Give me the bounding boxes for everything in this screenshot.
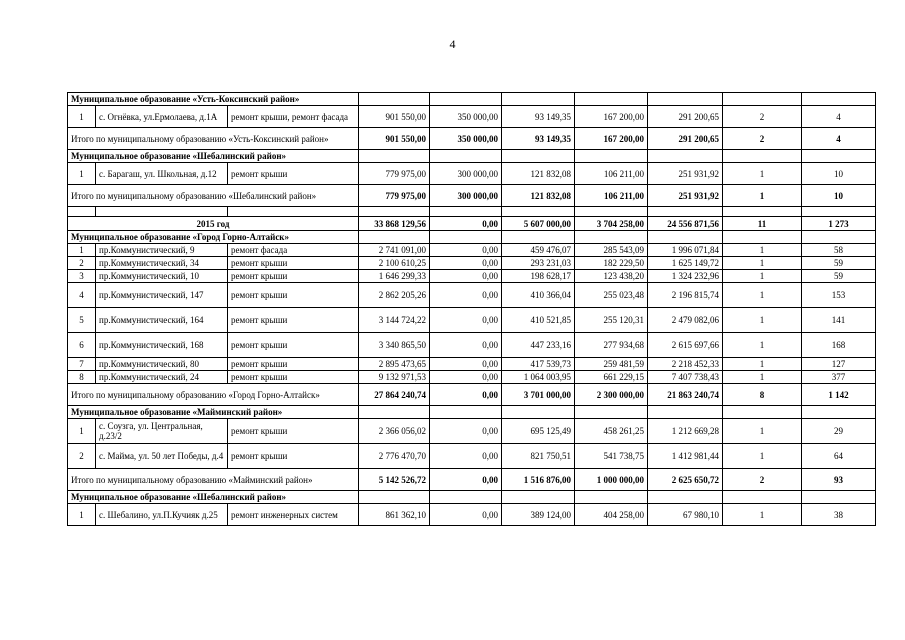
cell-v1: 5 142 526,72 [359, 469, 430, 491]
cell-index: 8 [68, 371, 96, 384]
section-header: Муниципальное образование «Шебалинский район» [68, 150, 359, 163]
cell-v5: 24 556 871,56 [648, 217, 723, 231]
table-row [68, 283, 876, 308]
year-label: 2015 год [68, 217, 359, 231]
cell-v6: 1 [723, 419, 802, 444]
cell-v3: 198 628,17 [502, 270, 575, 283]
cell-work-type: ремонт крыши [228, 371, 359, 384]
cell-v7: 38 [802, 504, 876, 526]
total-row [68, 185, 876, 207]
cell-v5: 2 479 082,06 [648, 308, 723, 333]
cell-v6: 1 [723, 358, 802, 371]
cell-index: 4 [68, 283, 96, 308]
cell-address: пр.Коммунистический, 147 [96, 283, 228, 308]
cell-v4: 255 023,48 [575, 283, 648, 308]
cell-v7: 10 [802, 163, 876, 185]
table-row [68, 444, 876, 469]
cell-v6: 11 [723, 217, 802, 231]
cell-v6: 1 [723, 244, 802, 257]
cell-v6: 1 [723, 185, 802, 207]
cell-v4: 123 438,20 [575, 270, 648, 283]
table-row [68, 504, 876, 526]
table-row [68, 308, 876, 333]
section-header: Муниципальное образование «Майминский район» [68, 406, 359, 419]
cell-v3: 410 521,85 [502, 308, 575, 333]
cell-address: с. Шебалино, ул.П.Кучияк д.25 [96, 504, 228, 526]
cell-v7: 59 [802, 257, 876, 270]
cell-v4: 285 543,09 [575, 244, 648, 257]
cell-v4: 1 000 000,00 [575, 469, 648, 491]
cell-v2: 0,00 [430, 358, 502, 371]
cell-v6: 1 [723, 270, 802, 283]
cell-v6: 8 [723, 384, 802, 406]
cell-work-type: ремонт крыши [228, 308, 359, 333]
cell-v5: 67 980,10 [648, 504, 723, 526]
cell-v5: 1 412 981,44 [648, 444, 723, 469]
cell-address: пр.Коммунистический, 168 [96, 333, 228, 358]
table-row [68, 163, 876, 185]
cell-v2: 0,00 [430, 257, 502, 270]
cell-v5: 2 625 650,72 [648, 469, 723, 491]
cell-v3: 1 516 876,00 [502, 469, 575, 491]
cell-address: пр.Коммунистический, 10 [96, 270, 228, 283]
cell-v6: 2 [723, 128, 802, 150]
cell-v5: 21 863 240,74 [648, 384, 723, 406]
cell-v7: 29 [802, 419, 876, 444]
table-row [68, 358, 876, 371]
cell-v2: 0,00 [430, 419, 502, 444]
cell-address: пр.Коммунистический, 24 [96, 371, 228, 384]
cell-index: 1 [68, 244, 96, 257]
cell-work-type: ремонт крыши [228, 163, 359, 185]
cell-v3: 410 366,04 [502, 283, 575, 308]
total-label: Итого по муниципальному образованию «Усть-Коксинский район» [68, 128, 359, 150]
table-row [68, 419, 876, 444]
cell-v6: 1 [723, 504, 802, 526]
cell-v1: 861 362,10 [359, 504, 430, 526]
total-label: Итого по муниципальному образованию «Город Горно-Алтайск» [68, 384, 359, 406]
cell-index: 1 [68, 504, 96, 526]
cell-v3: 389 124,00 [502, 504, 575, 526]
cell-work-type: ремонт крыши [228, 257, 359, 270]
total-row [68, 128, 876, 150]
cell-v2: 0,00 [430, 384, 502, 406]
cell-v5: 291 200,65 [648, 128, 723, 150]
cell-v2: 350 000,00 [430, 128, 502, 150]
total-row [68, 384, 876, 406]
cell-address: с. Майма, ул. 50 лет Победы, д.4 [96, 444, 228, 469]
cell-v1: 2 741 091,00 [359, 244, 430, 257]
cell-v7: 141 [802, 308, 876, 333]
cell-v7: 93 [802, 469, 876, 491]
cell-v7: 10 [802, 185, 876, 207]
cell-v3: 695 125,49 [502, 419, 575, 444]
cell-v3: 417 539,73 [502, 358, 575, 371]
cell-v6: 1 [723, 308, 802, 333]
cell-v7: 58 [802, 244, 876, 257]
cell-v1: 2 895 473,65 [359, 358, 430, 371]
cell-address: с. Огнёвка, ул.Ермолаева, д.1А [96, 106, 228, 128]
section-header-row [68, 231, 876, 244]
cell-v2: 0,00 [430, 244, 502, 257]
cell-v5: 251 931,92 [648, 163, 723, 185]
cell-v2: 0,00 [430, 444, 502, 469]
cell-v6: 1 [723, 333, 802, 358]
cell-v7: 64 [802, 444, 876, 469]
cell-index: 3 [68, 270, 96, 283]
cell-v2: 0,00 [430, 333, 502, 358]
cell-v3: 93 149,35 [502, 128, 575, 150]
cell-work-type: ремонт крыши [228, 333, 359, 358]
cell-address: с. Соузга, ул. Центральная, д.23/2 [96, 419, 228, 444]
cell-v1: 2 366 056,02 [359, 419, 430, 444]
cell-address: с. Барагаш, ул. Школьная, д.12 [96, 163, 228, 185]
cell-v1: 1 646 299,33 [359, 270, 430, 283]
cell-v7: 168 [802, 333, 876, 358]
cell-v7: 1 142 [802, 384, 876, 406]
cell-work-type: ремонт крыши [228, 270, 359, 283]
cell-address: пр.Коммунистический, 80 [96, 358, 228, 371]
cell-v2: 350 000,00 [430, 106, 502, 128]
cell-v4: 458 261,25 [575, 419, 648, 444]
section-header: Муниципальное образование «Город Горно-Алтайск» [68, 231, 359, 244]
cell-v3: 121 832,08 [502, 163, 575, 185]
cell-address: пр.Коммунистический, 164 [96, 308, 228, 333]
cell-v5: 7 407 738,43 [648, 371, 723, 384]
cell-index: 1 [68, 419, 96, 444]
cell-v4: 259 481,59 [575, 358, 648, 371]
cell-v4: 106 211,00 [575, 185, 648, 207]
cell-v2: 0,00 [430, 371, 502, 384]
cell-v4: 182 229,50 [575, 257, 648, 270]
cell-v2: 0,00 [430, 270, 502, 283]
cell-work-type: ремонт крыши [228, 444, 359, 469]
cell-v1: 901 550,00 [359, 128, 430, 150]
cell-v1: 3 144 724,22 [359, 308, 430, 333]
cell-v7: 153 [802, 283, 876, 308]
cell-index: 5 [68, 308, 96, 333]
cell-v5: 251 931,92 [648, 185, 723, 207]
cell-v2: 300 000,00 [430, 185, 502, 207]
cell-v1: 779 975,00 [359, 163, 430, 185]
cell-v2: 0,00 [430, 308, 502, 333]
cell-v4: 404 258,00 [575, 504, 648, 526]
cell-v2: 0,00 [430, 504, 502, 526]
cell-v5: 1 212 669,28 [648, 419, 723, 444]
table-row [68, 371, 876, 384]
cell-v1: 2 100 610,25 [359, 257, 430, 270]
cell-v3: 821 750,51 [502, 444, 575, 469]
cell-v3: 93 149,35 [502, 106, 575, 128]
cell-v1: 2 776 470,70 [359, 444, 430, 469]
cell-v3: 459 476,07 [502, 244, 575, 257]
table-row [68, 257, 876, 270]
cell-v7: 4 [802, 128, 876, 150]
year-summary-row [68, 217, 876, 231]
cell-v7: 59 [802, 270, 876, 283]
cell-work-type: ремонт инженерных систем [228, 504, 359, 526]
section-header-row [68, 406, 876, 419]
cell-v4: 661 229,15 [575, 371, 648, 384]
cell-v1: 901 550,00 [359, 106, 430, 128]
cell-index: 7 [68, 358, 96, 371]
cell-v2: 0,00 [430, 217, 502, 231]
cell-v3: 5 607 000,00 [502, 217, 575, 231]
cell-v2: 0,00 [430, 283, 502, 308]
cell-v7: 377 [802, 371, 876, 384]
total-row [68, 469, 876, 491]
cell-v3: 3 701 000,00 [502, 384, 575, 406]
cell-address: пр.Коммунистический, 34 [96, 257, 228, 270]
spacer-row [68, 207, 876, 217]
cell-v4: 255 120,31 [575, 308, 648, 333]
cell-v6: 1 [723, 371, 802, 384]
cell-work-type: ремонт крыши, ремонт фасада [228, 106, 359, 128]
section-header-row [68, 93, 876, 106]
cell-index: 2 [68, 257, 96, 270]
cell-v4: 167 200,00 [575, 106, 648, 128]
cell-v1: 9 132 971,53 [359, 371, 430, 384]
cell-v3: 447 233,16 [502, 333, 575, 358]
cell-v4: 167 200,00 [575, 128, 648, 150]
cell-v6: 1 [723, 283, 802, 308]
total-label: Итого по муниципальному образованию «Майминский район» [68, 469, 359, 491]
cell-v1: 779 975,00 [359, 185, 430, 207]
section-header: Муниципальное образование «Шебалинский район» [68, 491, 359, 504]
page-number: 4 [449, 37, 456, 51]
cell-v5: 1 625 149,72 [648, 257, 723, 270]
cell-work-type: ремонт крыши [228, 283, 359, 308]
cell-v4: 3 704 258,00 [575, 217, 648, 231]
cell-v5: 1 324 232,96 [648, 270, 723, 283]
cell-v1: 2 862 205,26 [359, 283, 430, 308]
cell-index: 6 [68, 333, 96, 358]
cell-v4: 277 934,68 [575, 333, 648, 358]
cell-v1: 33 868 129,56 [359, 217, 430, 231]
table-row [68, 333, 876, 358]
table-row [68, 270, 876, 283]
cell-v5: 2 615 697,66 [648, 333, 723, 358]
cell-v4: 541 738,75 [575, 444, 648, 469]
cell-v4: 106 211,00 [575, 163, 648, 185]
table-row [68, 244, 876, 257]
cell-v6: 1 [723, 163, 802, 185]
cell-v7: 4 [802, 106, 876, 128]
section-header-row [68, 491, 876, 504]
cell-v6: 2 [723, 469, 802, 491]
cell-v3: 1 064 003,95 [502, 371, 575, 384]
cell-v1: 27 864 240,74 [359, 384, 430, 406]
section-header-row [68, 150, 876, 163]
cell-v5: 1 996 071,84 [648, 244, 723, 257]
cell-v2: 300 000,00 [430, 163, 502, 185]
cell-v6: 1 [723, 257, 802, 270]
cell-v5: 2 196 815,74 [648, 283, 723, 308]
cell-work-type: ремонт фасада [228, 244, 359, 257]
cell-index: 1 [68, 106, 96, 128]
cell-index: 2 [68, 444, 96, 469]
capital-repair-table [67, 92, 876, 526]
total-label: Итого по муниципальному образованию «Шебалинский район» [68, 185, 359, 207]
cell-v2: 0,00 [430, 469, 502, 491]
cell-v6: 1 [723, 444, 802, 469]
cell-v6: 2 [723, 106, 802, 128]
cell-work-type: ремонт крыши [228, 419, 359, 444]
cell-work-type: ремонт крыши [228, 358, 359, 371]
cell-v5: 291 200,65 [648, 106, 723, 128]
cell-address: пр.Коммунистический, 9 [96, 244, 228, 257]
cell-v3: 293 231,03 [502, 257, 575, 270]
cell-v7: 127 [802, 358, 876, 371]
cell-v3: 121 832,08 [502, 185, 575, 207]
cell-v7: 1 273 [802, 217, 876, 231]
cell-index: 1 [68, 163, 96, 185]
table-row [68, 106, 876, 128]
section-header: Муниципальное образование «Усть-Коксинский район» [68, 93, 359, 106]
cell-v1: 3 340 865,50 [359, 333, 430, 358]
cell-v4: 2 300 000,00 [575, 384, 648, 406]
cell-v5: 2 218 452,33 [648, 358, 723, 371]
